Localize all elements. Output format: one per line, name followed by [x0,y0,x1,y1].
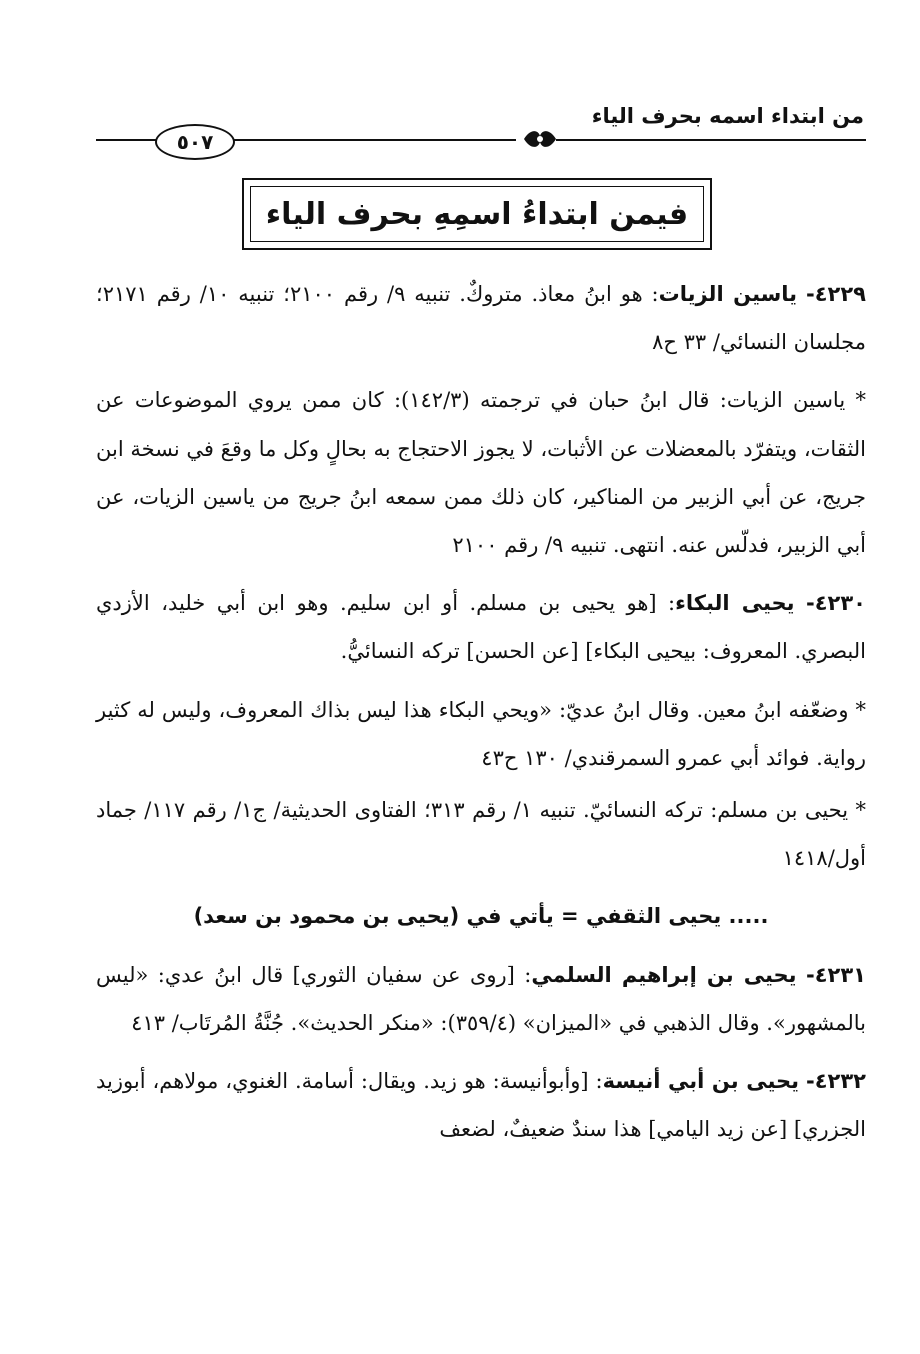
note-text: * يحيى بن مسلم: تركه النسائيّ. تنبيه ١/ رقم ٣١٣؛ الفتاوى الحديثية/ ج١/ رقم ١١٧/ جماد أول/١٤١٨ [96,798,866,871]
entry-name: ياسين الزيات [658,282,798,306]
entry-4231 [96,951,866,1047]
section-title: فيمن ابتداءُ اسمِهِ بحرف الياء [265,196,689,232]
section-title-frame [242,178,712,250]
body-text [96,270,866,1163]
running-title: من ابتداء اسمه بحرف الياء [591,104,864,128]
entry-name: يحيى البكاء [675,591,795,616]
entry-4230 [96,579,866,675]
entry-text: : هو ابنُ معاذ. متروكٌ. تنبيه ٩/ رقم ٢١٠٠؛ تنبيه ١٠/ رقم ٢١٧١؛ مجلسان النسائي/ ٣٣ ح٨ [96,282,866,355]
entry-name: يحيى بن أبي أنيسة [602,1069,800,1094]
entry-number: ٤٢٣١- [806,962,866,987]
entry-number: ٤٢٢٩- [805,282,866,306]
section-title-inner-frame [250,186,704,242]
entry-number: ٤٢٣٢- [806,1069,866,1094]
note-4230-a [96,686,866,782]
note-text: * ياسين الزيات: قال ابنُ حبان في ترجمته (١٤٢/٣): كان ممن يروي الموضوعات عن الثقات، ويتفرّد بالمعضلات عن الأثبات، لا يجوز الاحتجاج به بحالٍ وكل ما وقعَ في نسخة ابن جريج، عن أبي الزبير من المناكير، كان ذلك ممن سمعه ابنُ جريج من ياسين الزيات، عن أبي الزبير، فدلّس عنه. انتهى. تنبيه ٩/ رقم ٢١٠٠ [96,388,867,558]
cross-reference-text: ..... يحيى الثقفي = يأتي في (يحيى بن محمود بن سعد) [193,904,769,929]
ornament-icon [520,124,560,154]
note-4230-b [96,786,866,882]
entry-number: ٤٢٣٠- [806,591,866,616]
page-number [155,124,235,160]
entry-text: : [هو يحيى بن مسلم. أو ابن سليم. وهو ابن أبي خليد، الأزدي البصري. المعروف: بيحيى البكاء] [عن الحسن] تركه النسائيُّ. [96,591,866,664]
entry-text: : [وأبوأنيسة: هو زيد. ويقال: أسامة. الغنوي، مولاهم، أبوزيد الجزري] [عن زيد اليامي] هذا سندٌ ضعيفٌ، لضعف [96,1069,866,1142]
note-text: * وضعّفه ابنُ معين. وقال ابنُ عديّ: «ويحي البكاء هذا ليس بذاك المعروف، وليس له كثير رواية. فوائد أبي عمرو السمرقندي/ ١٣٠ ح٤٣ [96,697,866,770]
header-rule-right [556,139,866,141]
page-number-text: ٥٠٧ [176,130,214,154]
entry-name: يحيى بن إبراهيم السلمي [531,962,797,987]
cross-reference [96,892,866,940]
entry-4232 [96,1057,866,1153]
note-4229 [96,376,866,569]
entry-text: : [روى عن سفيان الثوري] قال ابنُ عدي: «ليس بالمشهور». وقال الذهبي في «الميزان» (٣٥٩/٤): «منكر الحديث». جُنَّةُ المُرتَاب/ ٤١٣ [96,962,866,1035]
entry-4229 [96,270,866,366]
